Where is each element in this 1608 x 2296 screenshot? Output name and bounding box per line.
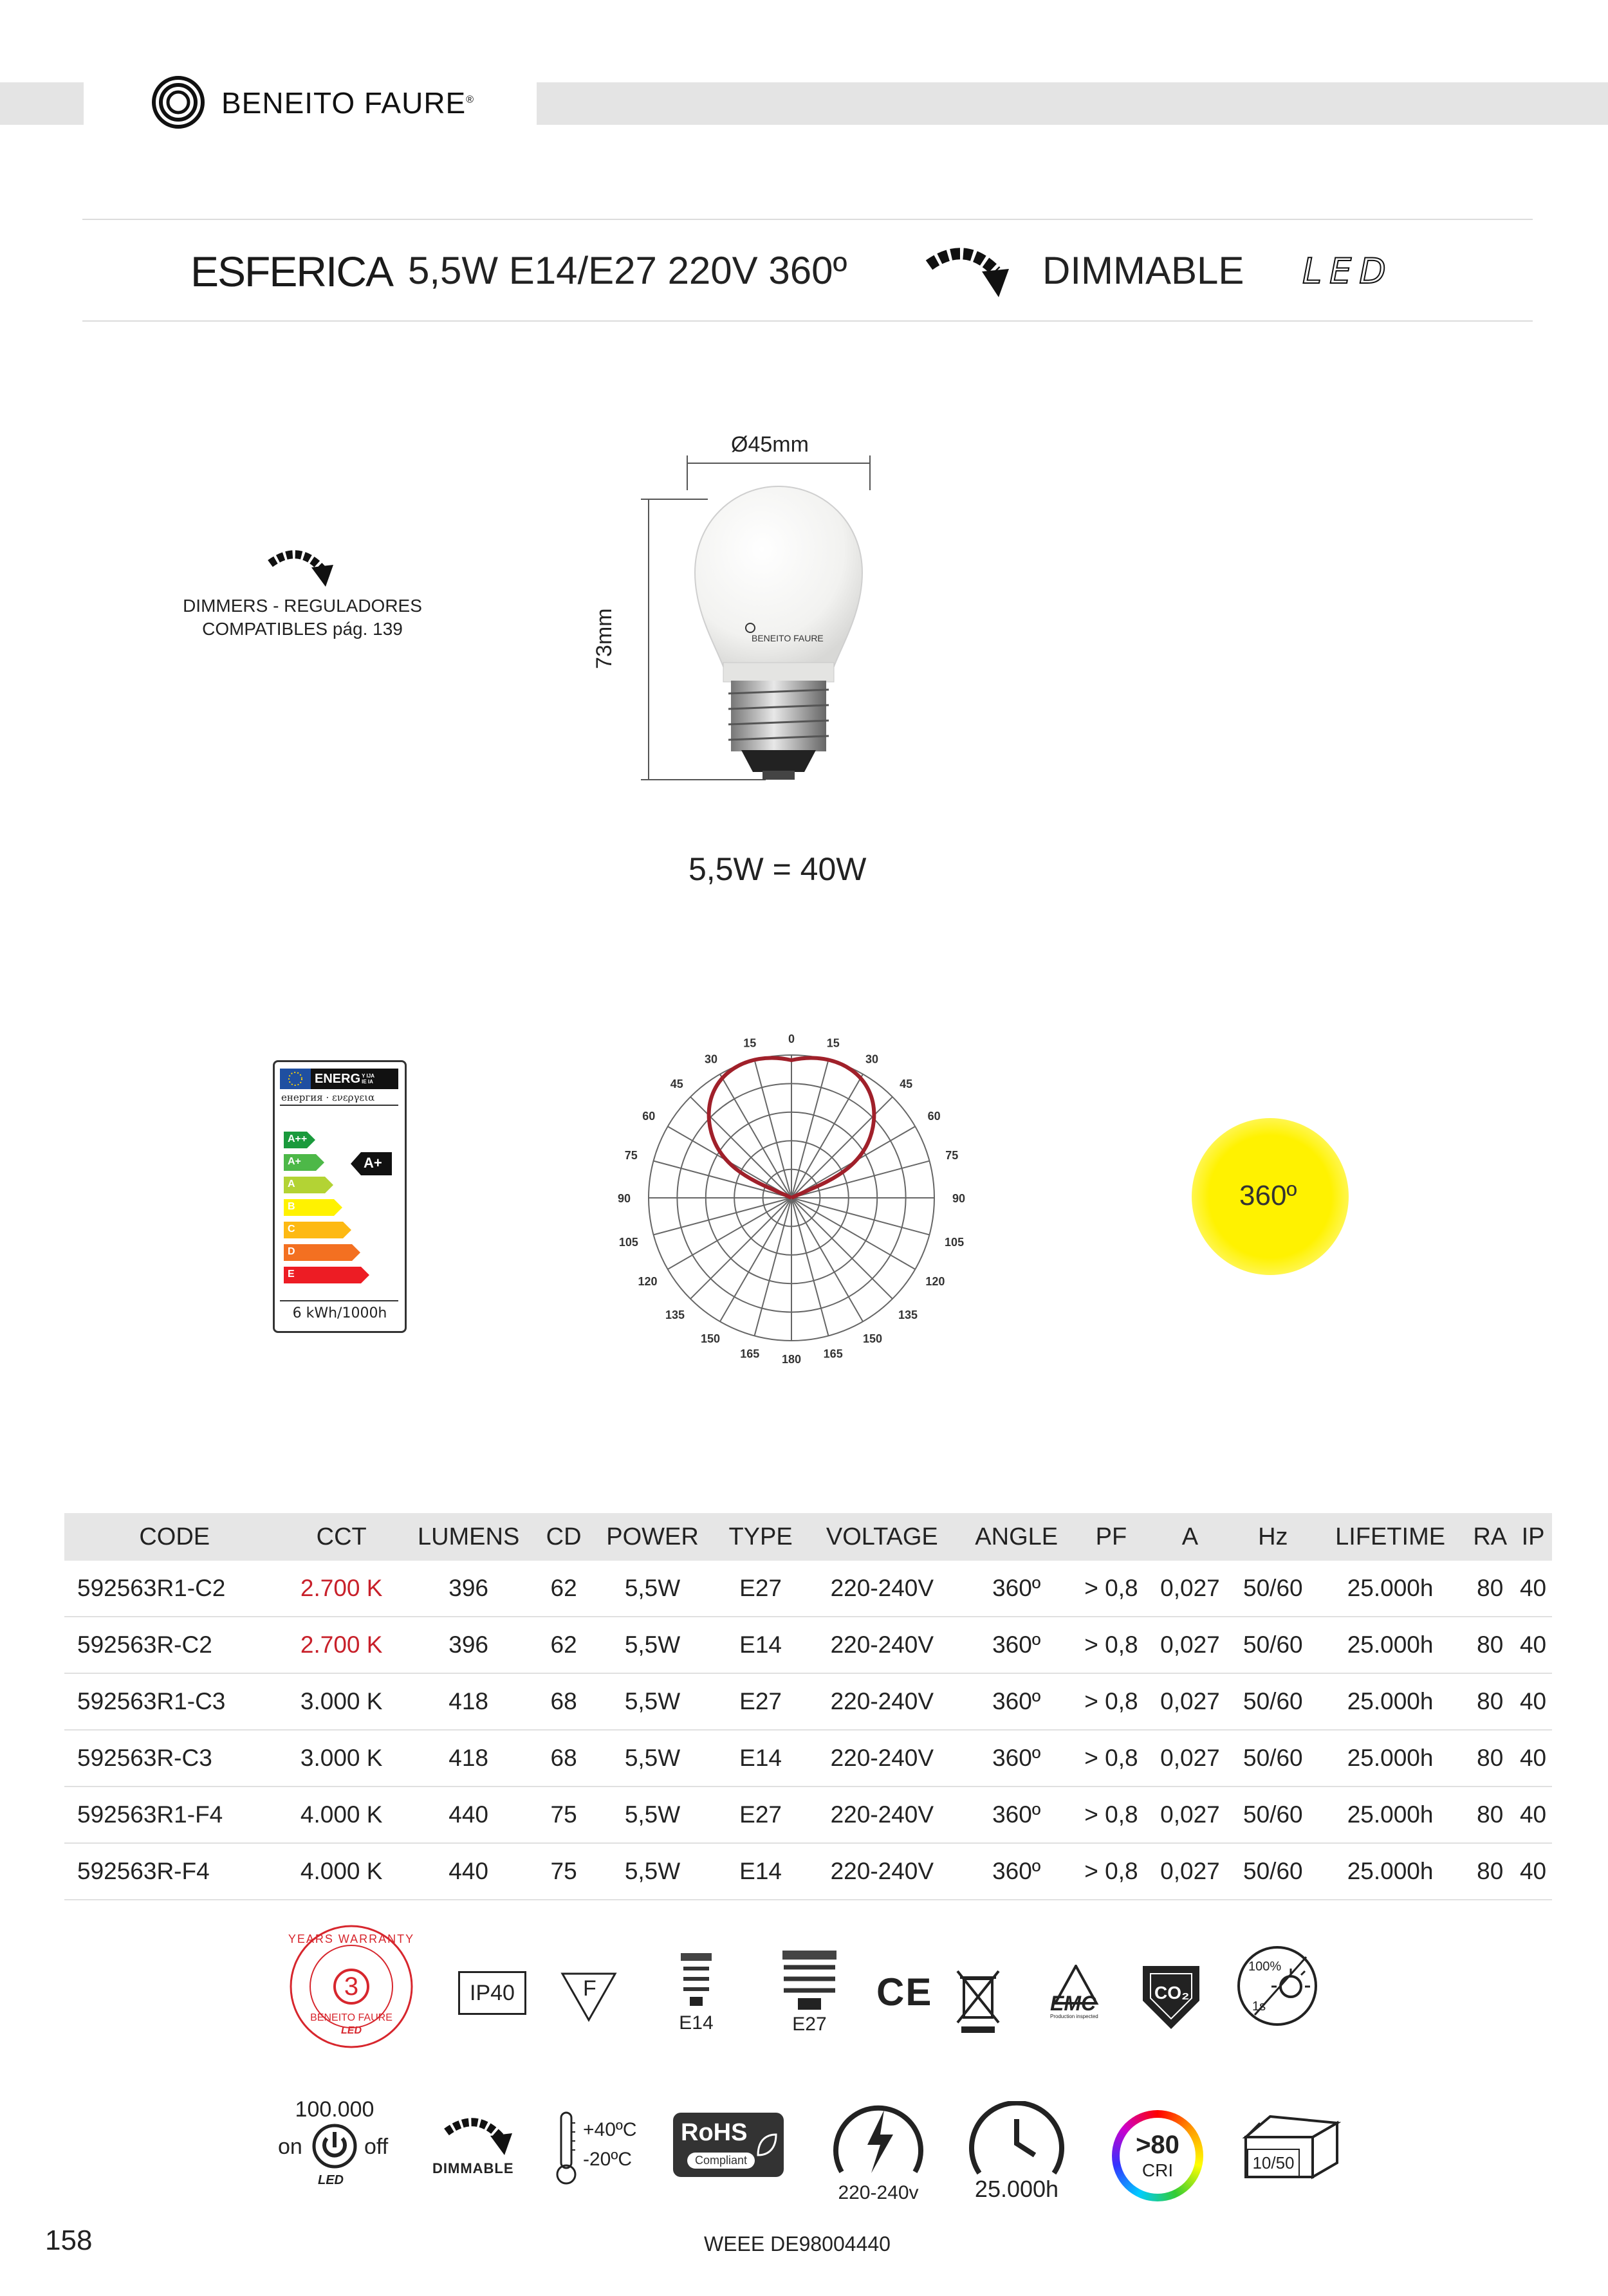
table-cell: E14: [716, 1617, 805, 1673]
polar-light-distribution-diagram: [605, 1023, 991, 1383]
emc-mark: EMC Production inspected: [1048, 1965, 1112, 2023]
table-cell: 80: [1466, 1617, 1514, 1673]
table-header-cell: POWER: [589, 1513, 716, 1561]
polar-angle-label: 120: [638, 1275, 658, 1288]
table-row: [64, 1843, 1552, 1900]
polar-angle-label: 30: [704, 1052, 718, 1066]
table-header-cell: RA: [1466, 1513, 1514, 1561]
table-cell: 396: [398, 1561, 539, 1617]
warranty-brand-text: BENEITO FAURE: [310, 2012, 393, 2023]
table-cell: 80: [1466, 1673, 1514, 1730]
lifetime-label: 25.000h: [974, 2176, 1059, 2202]
beam-angle-label: 360º: [1239, 1180, 1297, 1211]
table-cell: 220-240V: [805, 1561, 959, 1617]
eu-flag-icon: [280, 1069, 311, 1089]
leaf-icon: [755, 2132, 779, 2158]
polar-spoke: [791, 1198, 828, 1336]
warranty-top-text: YEARS WARRANTY: [288, 1933, 415, 1945]
table-cell: 440: [398, 1786, 539, 1843]
table-cell: 418: [398, 1673, 539, 1730]
table-cell: 25.000h: [1315, 1561, 1466, 1617]
page-number: 158: [45, 2225, 93, 2256]
diameter-label: Ø45mm: [731, 432, 809, 457]
energy-class-arrow: C: [284, 1222, 352, 1238]
polar-angle-label: 120: [925, 1275, 945, 1288]
table-header-cell: VOLTAGE: [805, 1513, 959, 1561]
table-cell: 360º: [959, 1561, 1074, 1617]
table-cell: 2.700 K: [284, 1617, 398, 1673]
polar-spoke: [791, 1097, 892, 1198]
table-cell: 50/60: [1232, 1673, 1315, 1730]
warranty-years: 3: [344, 1972, 359, 2001]
table-header-cell: Hz: [1232, 1513, 1315, 1561]
table-cell: E14: [716, 1843, 805, 1900]
energy-header-sup: Y IJA IE IA: [362, 1073, 374, 1085]
table-cell: 220-240V: [805, 1673, 959, 1730]
polar-angle-label: 60: [642, 1110, 656, 1123]
table-cell: 360º: [959, 1786, 1074, 1843]
polar-angle-label: 15: [826, 1036, 840, 1050]
table-cell: 80: [1466, 1561, 1514, 1617]
table-header-cell: TYPE: [716, 1513, 805, 1561]
table-header-cell: IP: [1514, 1513, 1552, 1561]
energy-class-arrow: E: [284, 1267, 370, 1283]
brand-logo-icon: [151, 75, 206, 130]
table-cell: 25.000h: [1315, 1843, 1466, 1900]
table-header-cell: LUMENS: [398, 1513, 539, 1561]
polar-angle-label: 75: [945, 1149, 959, 1162]
weee-number: WEEE DE98004440: [704, 2232, 891, 2255]
table-cell: 80: [1466, 1730, 1514, 1786]
dimmable-label: DIMMABLE: [1042, 249, 1244, 292]
table-cell: 0,027: [1149, 1561, 1232, 1617]
table-cell: 396: [398, 1617, 539, 1673]
table-cell: 5,5W: [589, 1730, 716, 1786]
table-cell: 592563R-C2: [64, 1617, 284, 1673]
dimmers-note: DIMMERS - REGULADORES COMPATIBLES pág. 139: [183, 596, 422, 639]
off-label: off: [364, 2135, 389, 2159]
polar-spoke: [668, 1198, 791, 1269]
energy-label: [273, 1060, 407, 1333]
rohs-badge: [673, 2113, 784, 2177]
polar-spoke: [654, 1161, 791, 1198]
table-row: [64, 1617, 1552, 1673]
table-cell: 3.000 K: [284, 1730, 398, 1786]
table-cell: 5,5W: [589, 1843, 716, 1900]
polar-angle-label: 45: [900, 1077, 913, 1090]
bulb-brand-label: BENEITO FAURE: [752, 633, 824, 643]
weee-bin-icon: [955, 1967, 1001, 2034]
power-icon: [311, 2123, 358, 2169]
voltage-label: 220-240v: [838, 2182, 919, 2203]
table-cell: 68: [539, 1730, 588, 1786]
table-cell: 5,5W: [589, 1617, 716, 1673]
table-header-row: [64, 1513, 1552, 1561]
polar-spoke: [690, 1198, 791, 1299]
table-cell: 0,027: [1149, 1673, 1232, 1730]
table-row: [64, 1561, 1552, 1617]
table-header-cell: ANGLE: [959, 1513, 1074, 1561]
polar-spoke: [791, 1198, 863, 1321]
temp-high: +40ºC: [583, 2119, 637, 2140]
header-bar-right: [537, 82, 1608, 125]
table-cell: > 0,8: [1074, 1617, 1149, 1673]
table-cell: 40: [1514, 1561, 1552, 1617]
dimmers-arrow-icon: [266, 546, 335, 588]
polar-angle-label: 15: [743, 1036, 757, 1050]
table-cell: 40: [1514, 1730, 1552, 1786]
table-cell: 50/60: [1232, 1786, 1315, 1843]
table-cell: E27: [716, 1786, 805, 1843]
polar-spoke: [791, 1198, 915, 1269]
table-cell: 25.000h: [1315, 1786, 1466, 1843]
equivalence-label: 5,5W = 40W: [688, 851, 867, 887]
table-cell: 4.000 K: [284, 1843, 398, 1900]
polar-angle-label: 165: [740, 1347, 760, 1361]
brand-name: BENEITO FAURE®: [221, 86, 475, 120]
cri-icon: [1112, 2110, 1203, 2201]
polar-angle-label: 90: [617, 1192, 631, 1205]
table-cell: 25.000h: [1315, 1730, 1466, 1786]
table-cell: 50/60: [1232, 1561, 1315, 1617]
table-cell: 5,5W: [589, 1786, 716, 1843]
table-cell: 220-240V: [805, 1617, 959, 1673]
polar-spoke: [755, 1198, 791, 1336]
switch-cycles-value: 100.000: [295, 2097, 374, 2122]
table-cell: 5,5W: [589, 1561, 716, 1617]
polar-spoke: [791, 1198, 892, 1299]
table-cell: 40: [1514, 1843, 1552, 1900]
polar-angle-label: 90: [952, 1192, 966, 1205]
table-cell: 0,027: [1149, 1730, 1232, 1786]
polar-angle-label: 105: [618, 1235, 638, 1249]
table-cell: 0,027: [1149, 1786, 1232, 1843]
rohs-text: RoHS: [681, 2119, 748, 2146]
polar-spoke: [654, 1198, 791, 1235]
polar-spoke: [690, 1097, 791, 1198]
dimmable-bottom-icon: [443, 2113, 513, 2156]
warranty-seal: [287, 1922, 416, 2051]
polar-spoke: [720, 1074, 791, 1198]
f-mark-icon: F: [560, 1971, 618, 2023]
table-cell: > 0,8: [1074, 1843, 1149, 1900]
thermometer-icon: [555, 2110, 578, 2187]
table-cell: 40: [1514, 1786, 1552, 1843]
polar-angle-label: 150: [862, 1332, 883, 1346]
energy-consumption: 6 kWh/1000h: [292, 1305, 387, 1321]
table-cell: E27: [716, 1561, 805, 1617]
cri-label: CRI: [1141, 2160, 1174, 2180]
polar-angle-label: 30: [865, 1052, 879, 1066]
table-cell: 220-240V: [805, 1843, 959, 1900]
polar-spoke: [720, 1198, 791, 1321]
energy-rating: A+: [351, 1152, 392, 1175]
product-name: ESFERICA: [190, 248, 393, 295]
table-cell: 50/60: [1232, 1730, 1315, 1786]
table-cell: 4.000 K: [284, 1786, 398, 1843]
table-cell: 80: [1466, 1786, 1514, 1843]
table-cell: 3.000 K: [284, 1673, 398, 1730]
polar-angle-label: 105: [945, 1235, 965, 1249]
table-cell: 360º: [959, 1843, 1074, 1900]
box-qty-label: 10/50: [1247, 2149, 1300, 2177]
cri-value: >80: [1136, 2131, 1179, 2159]
table-header-cell: A: [1149, 1513, 1232, 1561]
e27-label: E27: [792, 2014, 827, 2035]
co2-icon: CO₂: [1140, 1962, 1202, 2033]
table-cell: 418: [398, 1730, 539, 1786]
polar-angle-label: 135: [665, 1309, 685, 1322]
table-cell: > 0,8: [1074, 1786, 1149, 1843]
table-cell: 75: [539, 1786, 588, 1843]
rohs-compliant: Compliant: [687, 2153, 755, 2169]
warranty-led-text: LED: [341, 2025, 362, 2036]
table-cell: 360º: [959, 1730, 1074, 1786]
table-cell: 75: [539, 1843, 588, 1900]
table-cell: 592563R-F4: [64, 1843, 284, 1900]
title-bottom-divider: [82, 320, 1533, 322]
energy-class-arrow: A: [284, 1177, 334, 1193]
table-cell: 25.000h: [1315, 1673, 1466, 1730]
polar-angle-label: 0: [788, 1033, 795, 1045]
table-cell: 68: [539, 1673, 588, 1730]
table-header-cell: CCT: [284, 1513, 398, 1561]
energy-subheader: енергия · ενεργεια: [281, 1092, 375, 1103]
bulb-dimension-drawing: [631, 450, 888, 785]
polar-spoke: [755, 1060, 791, 1198]
dimmable-arrow-icon: [924, 243, 1012, 301]
height-label: 73mm: [592, 608, 616, 669]
energy-class-arrow: B: [284, 1199, 343, 1216]
ce-mark: CE: [876, 1970, 933, 2014]
table-header-cell: CD: [539, 1513, 588, 1561]
energy-class-arrow: D: [284, 1244, 361, 1261]
lifetime-clock-icon: [965, 2101, 1068, 2181]
polar-spoke: [791, 1060, 828, 1198]
table-cell: 62: [539, 1617, 588, 1673]
energy-label-header: [280, 1069, 398, 1089]
table-row: [64, 1730, 1552, 1786]
cycles-led-label: LED: [318, 2173, 344, 2187]
table-cell: 592563R1-C3: [64, 1673, 284, 1730]
e14-label: E14: [679, 2012, 714, 2034]
title-top-divider: [82, 219, 1533, 220]
polar-angle-label: 165: [823, 1347, 843, 1361]
table-cell: 592563R-C3: [64, 1730, 284, 1786]
product-spec: 5,5W E14/E27 220V 360º: [408, 249, 847, 292]
led-logo: LED: [1302, 251, 1394, 291]
polar-spoke: [791, 1161, 929, 1198]
table-header-cell: PF: [1074, 1513, 1149, 1561]
dimmable-bottom-label: DIMMABLE: [432, 2160, 514, 2176]
energy-class-arrow: A++: [284, 1132, 316, 1148]
on-label: on: [278, 2135, 302, 2159]
instant-on-icon: 100% 1s: [1235, 1944, 1319, 2028]
table-header-cell: LIFETIME: [1315, 1513, 1466, 1561]
energy-class-arrow: A+: [284, 1154, 325, 1171]
table-cell: 50/60: [1232, 1617, 1315, 1673]
table-row: [64, 1786, 1552, 1843]
table-cell: 62: [539, 1561, 588, 1617]
table-cell: 220-240V: [805, 1730, 959, 1786]
polar-angle-label: 60: [927, 1110, 941, 1123]
specs-table: [64, 1513, 1552, 1900]
table-cell: 220-240V: [805, 1786, 959, 1843]
table-header-cell: CODE: [64, 1513, 284, 1561]
polar-angle-label: 150: [700, 1332, 721, 1346]
polar-spoke: [791, 1198, 929, 1235]
table-cell: 592563R1-C2: [64, 1561, 284, 1617]
table-cell: 0,027: [1149, 1617, 1232, 1673]
table-cell: E14: [716, 1730, 805, 1786]
table-cell: 2.700 K: [284, 1561, 398, 1617]
table-cell: 0,027: [1149, 1843, 1232, 1900]
polar-angle-label: 135: [898, 1309, 918, 1322]
polar-angle-label: 180: [781, 1353, 802, 1366]
polar-spoke: [791, 1074, 863, 1198]
table-cell: 592563R1-F4: [64, 1786, 284, 1843]
e14-socket-icon: [677, 1951, 716, 2008]
polar-angle-label: 75: [624, 1149, 638, 1162]
header-bar-left: [0, 82, 84, 125]
table-cell: > 0,8: [1074, 1730, 1149, 1786]
table-cell: 50/60: [1232, 1843, 1315, 1900]
e27-socket-icon: [779, 1948, 840, 2012]
voltage-icon: [829, 2101, 928, 2181]
temp-low: -20ºC: [583, 2149, 632, 2170]
table-cell: 360º: [959, 1673, 1074, 1730]
table-row: [64, 1673, 1552, 1730]
table-cell: 25.000h: [1315, 1617, 1466, 1673]
table-cell: > 0,8: [1074, 1561, 1149, 1617]
table-cell: E27: [716, 1673, 805, 1730]
table-cell: 5,5W: [589, 1673, 716, 1730]
table-cell: 40: [1514, 1673, 1552, 1730]
table-cell: 440: [398, 1843, 539, 1900]
table-cell: > 0,8: [1074, 1673, 1149, 1730]
table-cell: 80: [1466, 1843, 1514, 1900]
table-cell: 40: [1514, 1617, 1552, 1673]
table-cell: 360º: [959, 1617, 1074, 1673]
energy-header-text: ENERG: [315, 1071, 361, 1086]
ip40-badge: IP40: [458, 1971, 526, 2015]
polar-angle-label: 45: [670, 1077, 683, 1090]
